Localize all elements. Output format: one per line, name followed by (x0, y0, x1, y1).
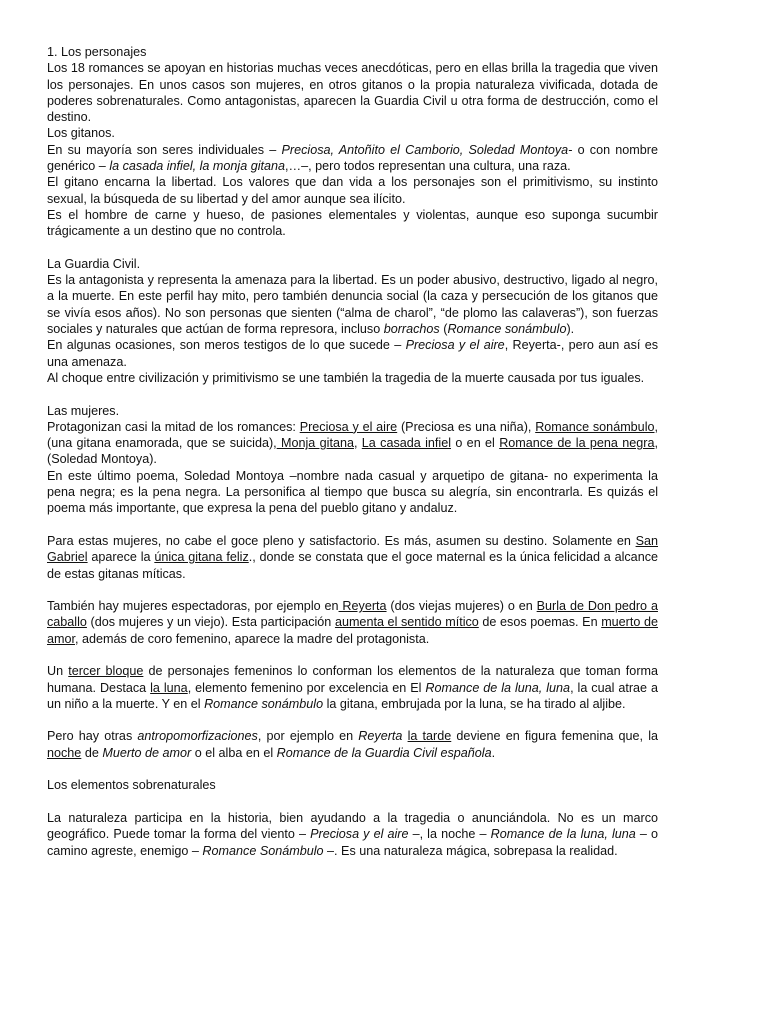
paragraph-gitanos-1: En su mayoría son seres individuales – Preciosa, Antoñito el Camborio, Soledad Montoya- o con nombre genérico – la casada infiel, la monja gitana,…–, pero todos representan una cultura, una raza. (47, 142, 658, 174)
paragraph-mujeres-1: Protagonizan casi la mitad de los romances: Preciosa y el aire (Preciosa es una niña), Romance sonámbulo, (una gitana enamorada, que se suicida), Monja gitana, La casada infiel o en el Romance de la pena negra, (Soledad Montoya). (47, 419, 658, 467)
paragraph-guardia-1: Es la antagonista y representa la amenaza para la libertad. Es un poder abusivo, destructivo, ligado al negro, a la muerte. En este perfil hay mito, pero también denuncia social (la caza y persecución de los gitanos que se vivía esos años). No son personas que sienten (“alma de charol”, “de plomo las calaveras”), son fuerzas sociales y naturales que actúan de forma represora, incluso borrachos (Romance sonámbulo). (47, 273, 658, 337)
paragraph-mujeres-5: Un tercer bloque de personajes femeninos lo conforman los elementos de la naturaleza que toman forma humana. Destaca la luna, elemento femenino por excelencia en El Romance de la luna, luna, la cual atrae a un niño a la muerte. Y en el Romance sonámbulo la gitana, embrujada por la luna, se ha tirado al aljibe. (47, 664, 659, 711)
spacer (47, 647, 658, 663)
spacer (47, 712, 658, 728)
section-heading-gitanos: Los gitanos. (47, 126, 115, 141)
paragraph-gitanos-3: Es el hombre de carne y hueso, de pasiones elementales y violentas, aunque eso suponga sucumbir trágicamente a un destino que no controla. (47, 207, 658, 239)
paragraph-guardia-2: En algunas ocasiones, son meros testigos de lo que sucede – Preciosa y el aire, Reyerta-, pero aun así es una amenaza. (47, 338, 658, 369)
section-heading-personajes: 1. Los personajes (47, 45, 147, 59)
paragraph-sobrenaturales-1: La naturaleza participa en la historia, bien ayudando a la tragedia o anunciándola. No es un marco geográfico. Puede tomar la forma del viento – Preciosa y el aire –, la noche – Romance de la luna, luna – o camino agreste, enemigo – Romance Sonámbulo –. Es una naturaleza mágica, sobrepasa la realidad. (47, 810, 659, 858)
paragraph-guardia-3: Al choque entre civilización y primitivismo se une también la tragedia de la muerte causada por tus iguales. (47, 370, 645, 385)
spacer (47, 794, 658, 810)
paragraph-mujeres-4: También hay mujeres espectadoras, por ejemplo en Reyerta (dos viejas mujeres) o en Burla de Don pedro a caballo (dos mujeres y un viejo). Esta participación aumenta el sentido mítico de esos poemas. En muerto de amor, además de coro femenino, aparece la madre del protagonista. (47, 599, 659, 646)
section-heading-sobrenaturales: Los elementos sobrenaturales (47, 778, 216, 793)
spacer (47, 386, 658, 402)
spacer (47, 761, 658, 777)
paragraph-mujeres-2: En este último poema, Soledad Montoya –nombre nada casual y arquetipo de gitana- no experimenta la pena negra; es la pena negra. La personifica al tiempo que busca su alegría, sin encontrarla. Es quizás el poema más importante, que expresa la pena del pueblo gitano y andaluz. (47, 468, 658, 516)
section-heading-guardia-civil: La Guardia Civil. (47, 256, 141, 271)
spacer (47, 517, 658, 533)
paragraph-gitanos-2: El gitano encarna la libertad. Los valores que dan vida a los personajes son el primitivismo, su instinto sexual, la búsqueda de su libertad y del amor aunque sea ilícito. (47, 175, 658, 206)
spacer (47, 240, 658, 256)
paragraph-mujeres-3: Para estas mujeres, no cabe el goce pleno y satisfactorio. Es más, asumen su destino. Solamente en San Gabriel aparece la única gitana feliz., donde se constata que el goce maternal es la única felicidad a alcance de estas gitanas míticas. (47, 533, 658, 581)
paragraph-mujeres-6: Pero hay otras antropomorfizaciones, por ejemplo en Reyerta la tarde deviene en figura femenina que, la noche de Muerto de amor o el alba en el Romance de la Guardia Civil española. (47, 729, 659, 760)
section-heading-mujeres: Las mujeres. (47, 403, 120, 418)
paragraph-intro: Los 18 romances se apoyan en historias muchas veces anecdóticas, pero en ellas brilla la tragedia que viven los personajes. En unos casos son mujeres, en otros gitanos o la propia naturaleza vivificada, dotada de poderes sobrenaturales. Como antagonistas, aparecen la Guardia Civil u otra forma de destrucción, como el destino. (47, 61, 658, 125)
spacer (47, 582, 658, 598)
